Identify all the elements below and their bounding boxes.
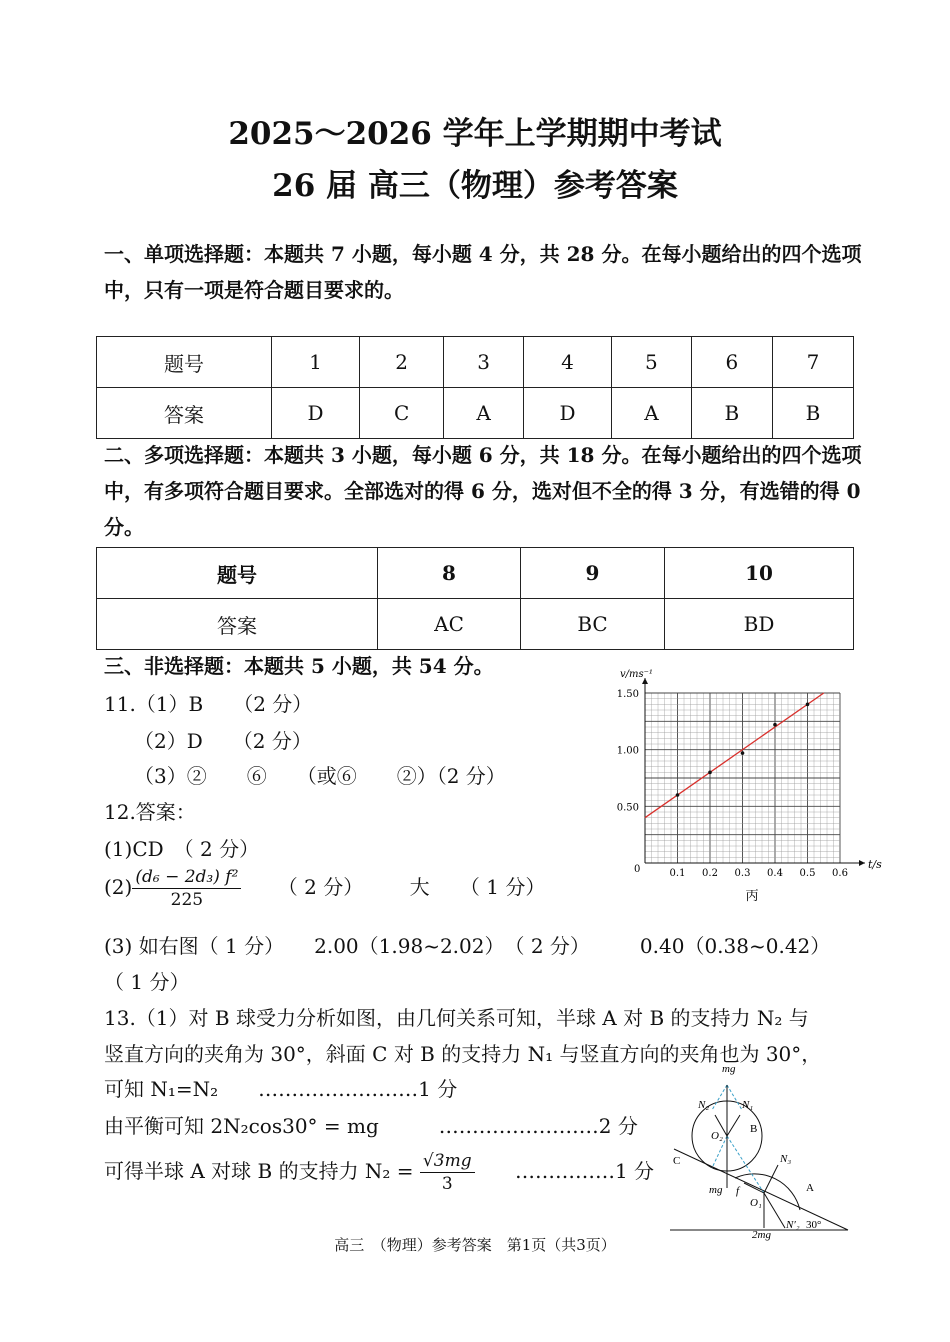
q12-part1: (1)CD （ 2 分） (104, 837, 260, 861)
part-label: (2) (104, 875, 133, 899)
cell: 5 (612, 337, 692, 388)
x-tick-label: 0.3 (734, 868, 751, 879)
y-tick-label: 1.00 (616, 745, 639, 757)
denominator: 3 (441, 1174, 453, 1194)
cell: B (772, 388, 853, 439)
cell: A (612, 388, 692, 439)
x-tick-label: 0.1 (669, 868, 686, 879)
x-axis-label: t/s (868, 858, 882, 871)
origin-label: 0 (634, 864, 641, 875)
cell: C (360, 388, 444, 439)
hemisphere-a (735, 1174, 800, 1210)
cell: 1 (272, 337, 360, 388)
q13-line1: 13.（1）对 B 球受力分析如图，由几何关系可知，半球 A 对 B 的支持力 N₂ 与 (104, 1006, 809, 1030)
force-diagram (660, 1060, 860, 1250)
cell: 3 (444, 337, 524, 388)
data-point (741, 751, 745, 755)
q13-line3: 可知 N₁=N₂ ……………………1 分 (104, 1077, 458, 1101)
label: 2mg (752, 1229, 771, 1241)
x-tick-label: 0.5 (799, 868, 816, 879)
page-footer: 高三 （物理）参考答案 第1页（共3页） (334, 1236, 616, 1254)
q11-line2: （2）D （2 分） (134, 729, 312, 753)
label: A (806, 1182, 814, 1194)
cell: 题号 (97, 337, 272, 388)
cell: 7 (772, 337, 853, 388)
document-subtitle: 26 届 高三（物理）参考答案 (272, 168, 678, 204)
q13-line4: 由平衡可知 2N₂cos30° = mg ……………………2 分 (104, 1114, 638, 1138)
x-tick-label: 0.2 (702, 868, 718, 879)
label: O₂ (711, 1130, 723, 1142)
x-tick-label: 0.6 (832, 868, 848, 879)
cell: B (691, 388, 772, 439)
cell: AC (378, 599, 521, 650)
score: （ 2 分） (277, 875, 364, 899)
q12-part3: (3) 如右图（ 1 分） 2.00（1.98~2.02） （ 2 分） 0.40（0.38~0.42） (104, 934, 831, 958)
label: N′₂ (786, 1219, 800, 1231)
label: mg (722, 1063, 736, 1075)
label: N₂ (698, 1099, 710, 1111)
numerator: √3mg (420, 1150, 475, 1173)
document-title: 2025～2026 学年上学期期中考试 (228, 116, 722, 152)
data-point (676, 793, 680, 797)
x-tick-label: 0.4 (767, 868, 783, 879)
y-tick-label: 0.50 (616, 802, 639, 814)
y-axis-label: v/ms⁻¹ (620, 669, 653, 680)
label: B (750, 1123, 758, 1135)
cell: BC (521, 599, 665, 650)
label: mg (709, 1184, 723, 1196)
numerator: (d₆ − 2d₃) f² (132, 866, 241, 889)
denominator: 225 (170, 890, 204, 910)
data-point (806, 703, 810, 707)
section2-heading: 二、多项选择题：本题共 3 小题，每小题 6 分，共 18 分。在每小题给出的四个选项中，有多项符合题目要求。全部选对的得 6 分，选对但不全的得 3 分，有选错的得 0 分。 (104, 443, 862, 539)
label: f (736, 1185, 740, 1197)
label: N₁ (742, 1099, 754, 1111)
text: 可得半球 A 对球 B 的支持力 N₂ = (104, 1159, 414, 1183)
cell: 9 (521, 548, 665, 599)
label: C (673, 1155, 681, 1167)
cell: 4 (524, 337, 612, 388)
label: O₁ (750, 1197, 762, 1209)
cell: 答案 (97, 388, 272, 439)
y-tick-label: 1.50 (616, 689, 639, 700)
cell: 10 (665, 548, 854, 599)
answer: 大 (409, 875, 430, 899)
q11-line1: 11.（1）B （2 分） (104, 692, 313, 716)
cell: BD (665, 599, 854, 650)
data-point (708, 771, 712, 775)
section1-heading: 一、单项选择题：本题共 7 小题，每小题 4 分，共 28 分。在每小题给出的四个选项中，只有一项是符合题目要求的。 (104, 242, 862, 302)
x-axis-arrow (859, 860, 865, 866)
cell: 2 (360, 337, 444, 388)
cell: D (272, 388, 360, 439)
q12-label: 12.答案： (104, 800, 196, 824)
cell: 题号 (97, 548, 378, 599)
cell: D (524, 388, 612, 439)
label: 30° (806, 1219, 822, 1231)
q11-line3: （3）② ⑥ （或⑥ ②）（2 分） (134, 764, 506, 788)
cell: 6 (691, 337, 772, 388)
incline-line (674, 1149, 848, 1230)
data-point (773, 723, 777, 727)
cell: 答案 (97, 599, 378, 650)
cell: 8 (378, 548, 521, 599)
chart-caption: 丙 (745, 889, 759, 904)
score: ……………1 分 (514, 1159, 655, 1183)
cell: A (444, 388, 524, 439)
q12-part3-score: （ 1 分） (104, 970, 190, 994)
label: N₃ (780, 1153, 792, 1165)
q13-line2: 竖直方向的夹角为 30°，斜面 C 对 B 的支持力 N₁ 与竖直方向的夹角也为 30°， (104, 1042, 822, 1066)
section3-heading: 三、非选择题：本题共 5 小题，共 54 分。 (104, 654, 494, 678)
score: （ 1 分） (459, 875, 546, 899)
